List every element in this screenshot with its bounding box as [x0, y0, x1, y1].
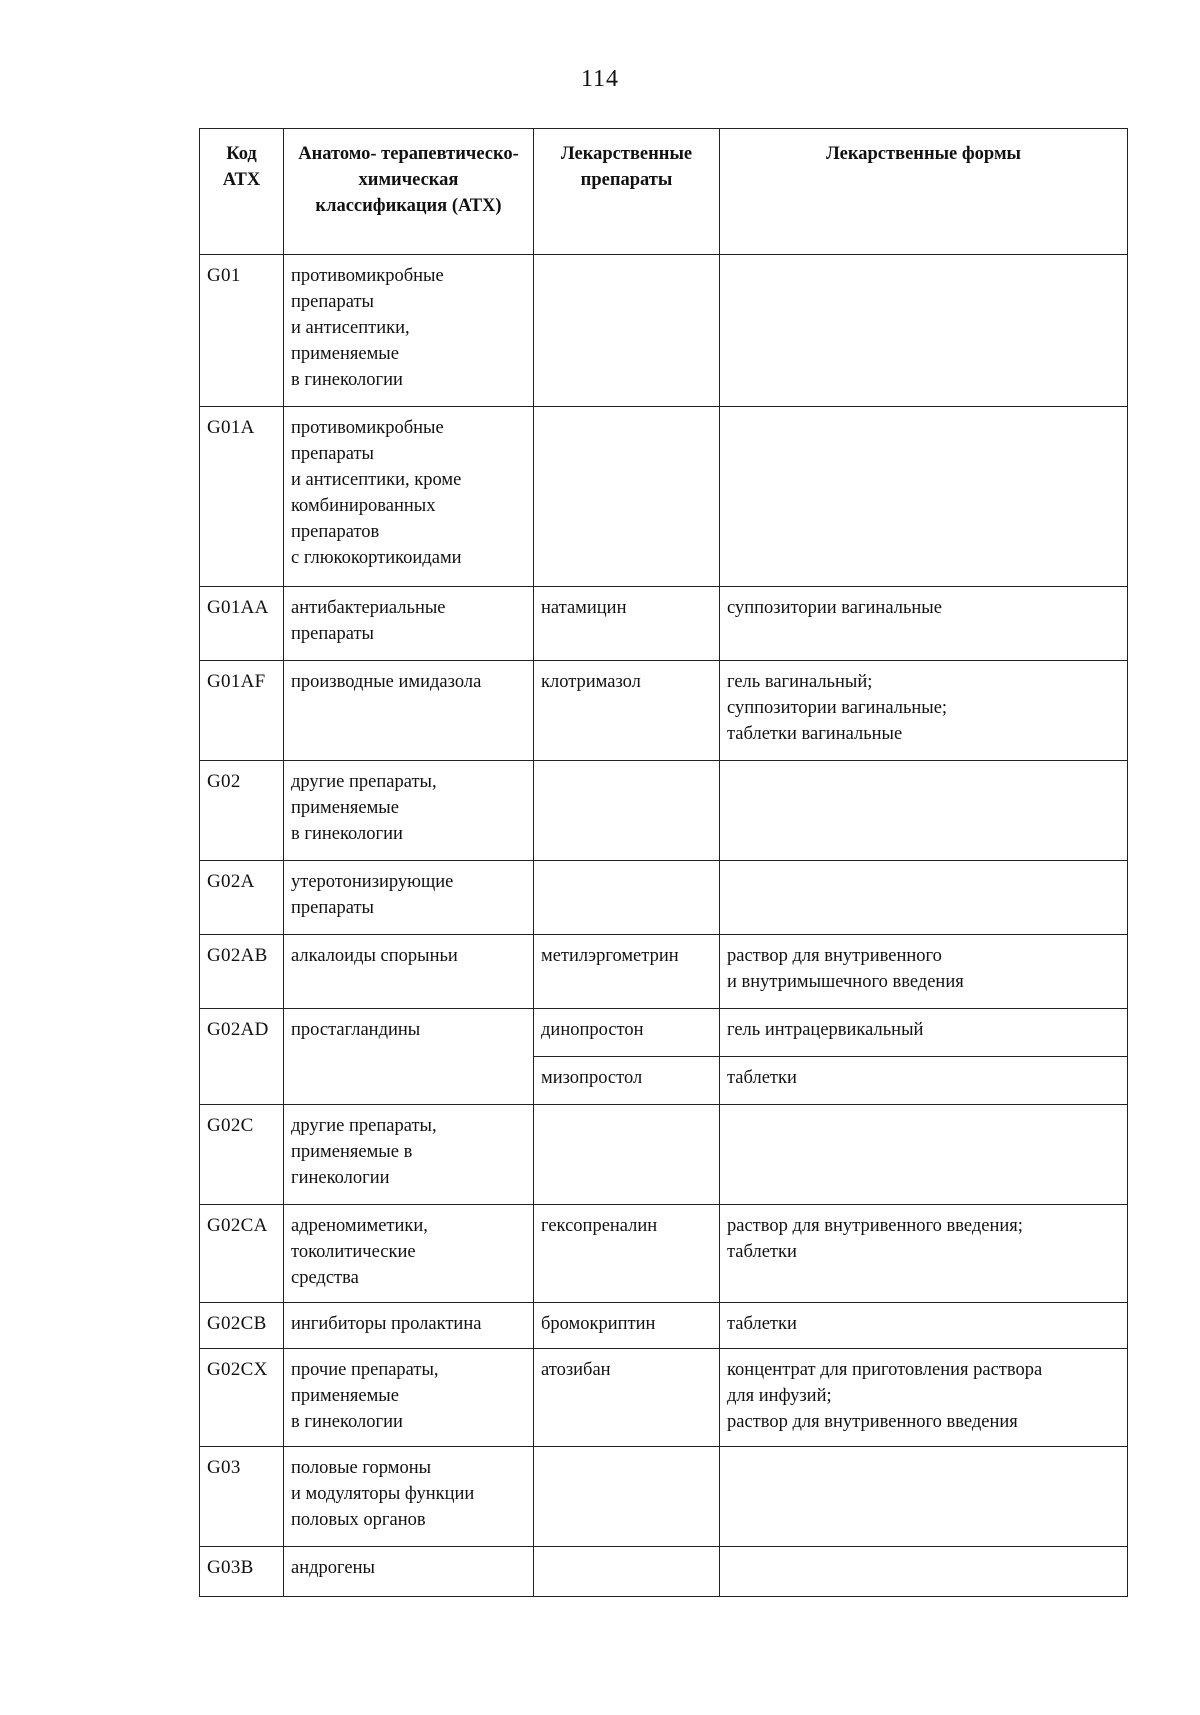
cell-code: G03B: [200, 1547, 284, 1597]
cell-line: таблетки вагинальные: [727, 724, 903, 744]
cell-line: и внутримышечного введения: [727, 972, 964, 992]
table-row: [200, 1205, 1128, 1303]
table-row: [200, 1447, 1128, 1547]
cell-line: в гинекологии: [291, 370, 403, 390]
cell-line: клотримазол: [541, 672, 641, 692]
cell-forms: [720, 407, 1128, 587]
header-classification: Анатомо- терапевтическо- химическая классификация (АТХ): [284, 129, 534, 255]
cell-classification: [284, 1009, 534, 1105]
cell-classification: [284, 1105, 534, 1205]
cell-line: динопростон: [541, 1020, 644, 1040]
cell-line: андрогены: [291, 1558, 375, 1578]
table-header-row: [200, 129, 1128, 255]
cell-line: раствор для внутривенного: [727, 946, 942, 966]
cell-line: гель интрацервикальный: [727, 1020, 924, 1040]
cell-forms: [720, 761, 1128, 861]
table-row: [200, 935, 1128, 1009]
cell-line: производные имидазола: [291, 672, 482, 692]
cell-code: G03: [200, 1447, 284, 1547]
cell-forms: [720, 1303, 1128, 1349]
cell-forms: [720, 1009, 1128, 1057]
cell-code: G02: [200, 761, 284, 861]
atx-classification-table: [199, 128, 1128, 1597]
cell-forms: [720, 935, 1128, 1009]
cell-classification: [284, 761, 534, 861]
header-code: Код АТХ: [200, 129, 284, 255]
table-row: [200, 255, 1128, 407]
cell-classification: [284, 1303, 534, 1349]
cell-classification: [284, 935, 534, 1009]
cell-drugs: [534, 935, 720, 1009]
table-row: [200, 587, 1128, 661]
cell-line: для инфузий;: [727, 1386, 832, 1406]
cell-forms: [720, 1349, 1128, 1447]
table-row: [200, 1547, 1128, 1597]
cell-drugs: [534, 1009, 720, 1057]
cell-forms: [720, 255, 1128, 407]
cell-classification: [284, 255, 534, 407]
cell-code: G02AB: [200, 935, 284, 1009]
cell-line: противомикробные: [291, 266, 444, 286]
cell-classification: [284, 1349, 534, 1447]
cell-classification: [284, 407, 534, 587]
cell-line: суппозитории вагинальные: [727, 598, 942, 618]
cell-line: ингибиторы пролактина: [291, 1314, 482, 1334]
cell-line: антибактериальные: [291, 598, 446, 618]
cell-line: таблетки: [727, 1068, 797, 1088]
cell-line: препараты: [291, 898, 374, 918]
cell-line: атозибан: [541, 1360, 611, 1380]
cell-forms: [720, 1057, 1128, 1105]
cell-line: с глюкокортикоидами: [291, 548, 462, 568]
table-row: [200, 407, 1128, 587]
cell-line: другие препараты,: [291, 1116, 437, 1136]
cell-drugs: [534, 861, 720, 935]
cell-line: суппозитории вагинальные;: [727, 698, 948, 718]
cell-line: прочие препараты,: [291, 1360, 439, 1380]
cell-line: в гинекологии: [291, 1412, 403, 1432]
cell-code: G01AF: [200, 661, 284, 761]
cell-drugs: [534, 1105, 720, 1205]
table-row: [200, 1009, 1128, 1057]
cell-line: применяемые: [291, 798, 399, 818]
cell-line: метилэргометрин: [541, 946, 679, 966]
cell-code: G02CA: [200, 1205, 284, 1303]
cell-forms: [720, 861, 1128, 935]
table-row: [200, 1105, 1128, 1205]
cell-drugs: [534, 761, 720, 861]
cell-drugs: [534, 407, 720, 587]
cell-line: средства: [291, 1268, 359, 1288]
table-row: [200, 661, 1128, 761]
cell-line: препаратов: [291, 522, 380, 542]
cell-line: в гинекологии: [291, 824, 403, 844]
cell-forms: [720, 1447, 1128, 1547]
cell-forms: [720, 587, 1128, 661]
cell-drugs: [534, 587, 720, 661]
cell-code: G02CB: [200, 1303, 284, 1349]
cell-code: G01: [200, 255, 284, 407]
cell-line: применяемые в: [291, 1142, 413, 1162]
cell-classification: [284, 1205, 534, 1303]
cell-forms: [720, 661, 1128, 761]
cell-line: раствор для внутривенного введения;: [727, 1216, 1023, 1236]
cell-line: половых органов: [291, 1510, 426, 1530]
cell-code: G02CX: [200, 1349, 284, 1447]
cell-line: таблетки: [727, 1242, 797, 1262]
cell-code: G01A: [200, 407, 284, 587]
cell-drugs: [534, 1057, 720, 1105]
cell-drugs: [534, 1303, 720, 1349]
cell-line: половые гормоны: [291, 1458, 432, 1478]
cell-code: G02AD: [200, 1009, 284, 1105]
cell-drugs: [534, 1205, 720, 1303]
cell-line: гель вагинальный;: [727, 672, 873, 692]
cell-line: гексопреналин: [541, 1216, 658, 1236]
cell-line: применяемые: [291, 1386, 399, 1406]
table-row: [200, 761, 1128, 861]
cell-line: препараты: [291, 292, 374, 312]
cell-line: таблетки: [727, 1314, 797, 1334]
cell-line: и антисептики,: [291, 318, 410, 338]
table-row: [200, 1349, 1128, 1447]
cell-line: токолитические: [291, 1242, 416, 1262]
cell-line: другие препараты,: [291, 772, 437, 792]
cell-classification: [284, 587, 534, 661]
cell-forms: [720, 1105, 1128, 1205]
cell-line: препараты: [291, 444, 374, 464]
header-forms: Лекарственные формы: [720, 129, 1128, 255]
cell-line: бромокриптин: [541, 1314, 656, 1334]
cell-line: адреномиметики,: [291, 1216, 428, 1236]
cell-line: препараты: [291, 624, 374, 644]
cell-classification: [284, 1547, 534, 1597]
cell-drugs: [534, 255, 720, 407]
cell-line: противомикробные: [291, 418, 444, 438]
cell-forms: [720, 1547, 1128, 1597]
cell-line: и модуляторы функции: [291, 1484, 475, 1504]
cell-drugs: [534, 1349, 720, 1447]
cell-drugs: [534, 661, 720, 761]
cell-forms: [720, 1205, 1128, 1303]
cell-drugs: [534, 1547, 720, 1597]
cell-drugs: [534, 1447, 720, 1547]
cell-code: G01AA: [200, 587, 284, 661]
cell-line: утеротонизирующие: [291, 872, 454, 892]
cell-line: натамицин: [541, 598, 627, 618]
table-row: [200, 861, 1128, 935]
cell-line: алкалоиды спорыньи: [291, 946, 458, 966]
cell-classification: [284, 1447, 534, 1547]
cell-line: гинекологии: [291, 1168, 390, 1188]
cell-line: комбинированных: [291, 496, 436, 516]
cell-code: G02A: [200, 861, 284, 935]
header-drugs: Лекарственные препараты: [534, 129, 720, 255]
cell-line: применяемые: [291, 344, 399, 364]
cell-line: мизопростол: [541, 1068, 643, 1088]
cell-line: простагландины: [291, 1020, 421, 1040]
page-number: 114: [580, 66, 620, 92]
cell-line: концентрат для приготовления раствора: [727, 1360, 1043, 1380]
cell-classification: [284, 661, 534, 761]
cell-line: раствор для внутривенного введения: [727, 1412, 1018, 1432]
cell-line: и антисептики, кроме: [291, 470, 462, 490]
table-row: [200, 1303, 1128, 1349]
cell-classification: [284, 861, 534, 935]
cell-code: G02C: [200, 1105, 284, 1205]
